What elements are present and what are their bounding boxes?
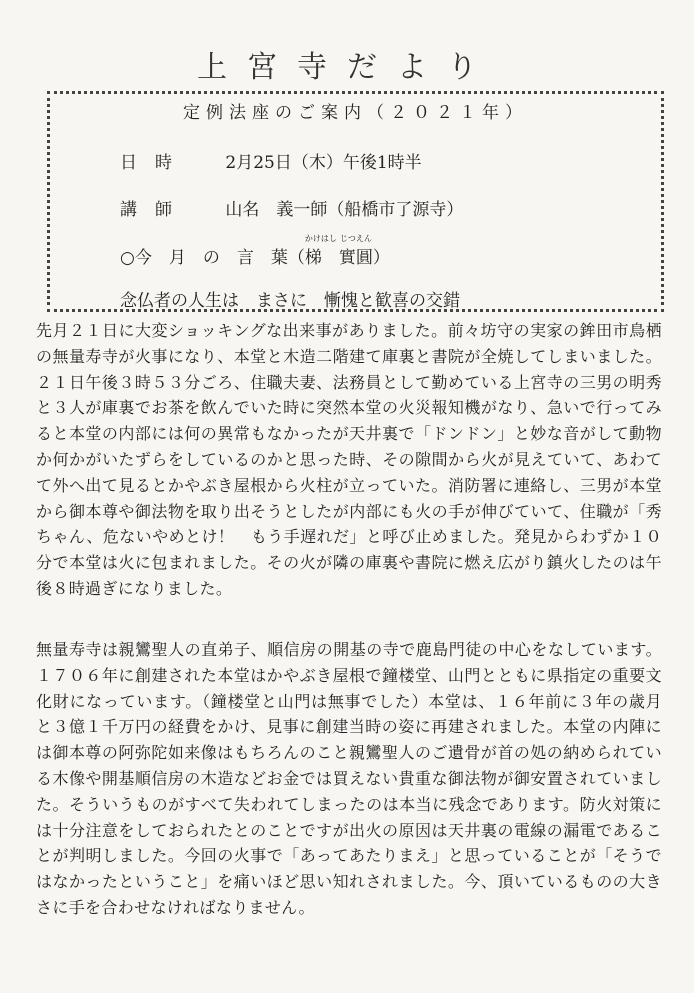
words-prefix: ○今 月 の 言 葉（ [120, 248, 305, 268]
words-quote: 念仏者の人生は まさに 慚愧と歓喜の交錯 [120, 291, 460, 311]
notice-box [47, 91, 664, 312]
date-row [120, 148, 422, 173]
author-given-ruby: じつえん [339, 234, 372, 243]
words-suffix: ） [372, 248, 390, 268]
article-paragraph-1: 先月２１日に大変ショッキングな出来事がありました。前々坊守の実家の鉾田市鳥栖の無量寿寺が火事になり、本堂と木造二階建て庫裏と書院が全焼してしまいました。２１日午後３時５３分ごろ、住職夫妻、法務員として勤めている上宮寺の三男の明秀と３人が庫裏でお茶を飲んでいた時に突然本堂の火災報知機がなり、急いで行ってみると本堂の内部には何の異常もなかったが天井裏で「ドンドン」と妙な音がして動物か何かがいたずらをしているのかと思った時、その隙間から火が見えていて、あわてて外へ出て見るとかやぶき屋根から火柱が立っていた。消防署に連絡し、三男が本堂から御本尊や御法物を取り出そうとしたが内部にも火の手が伸びていて、住職が「秀ちゃん、危ないやめとけ！ もう手遅れだ」と呼び止めました。発見からわずか１０分で本堂は火に包まれました。その火が隣の庫裏や書院に燃え広がり鎮火したのは午後８時過ぎになりました。 [36, 321, 662, 598]
lecturer-row [120, 195, 463, 220]
newsletter-title: 上宮寺だより [197, 50, 497, 85]
lecturer-label: 講師 [120, 200, 190, 220]
words-row [120, 234, 390, 268]
article-paragraph-2: 無量寿寺は親鸞聖人の直弟子、順信房の開基の寺で鹿島門徒の中心をなしています。１７０６年に創建された本堂はかやぶき屋根で鐘楼堂、山門とともに県指定の重要文化財になっています。（鐘楼堂と山門は無事でした）本堂は、１６年前に３年の歳月と３億１千万円の経費をかけ、見事に創建当時の姿に再建されました。本堂の内陣には御本尊の阿弥陀如来像はもちろんのこと親鸞聖人のご遺骨が首の処の納められている木像や開基順信房の木造などお金では買えない貴重な御法物が御安置されていました。そういうものがすべて失われてしまったのは本当に残念であります。防火対策には十分注意をしておられたとのことですが出火の原因は天井裏の電線の漏電であることが判明しました。今回の火事で「あってあたりまえ」と思っていることが「そうではなかったということ」を痛いほど思い知れされました。今、頂いているものの大きさに手を合わせなければなりません。 [36, 640, 662, 917]
author-given [338, 234, 373, 268]
author-family [304, 234, 337, 268]
author-given-name: 實圓 [338, 248, 373, 268]
author-family-name: 梯 [304, 248, 322, 268]
author-family-ruby: かけはし [304, 234, 337, 243]
date-label: 日時 [120, 153, 190, 173]
date-value: 2月25日（木）午後1時半 [225, 153, 422, 173]
lecturer-value: 山名 義一師（船橋市了源寺） [225, 200, 464, 220]
notice-heading: 定例法座のご案内（２０２１年） [183, 103, 528, 123]
